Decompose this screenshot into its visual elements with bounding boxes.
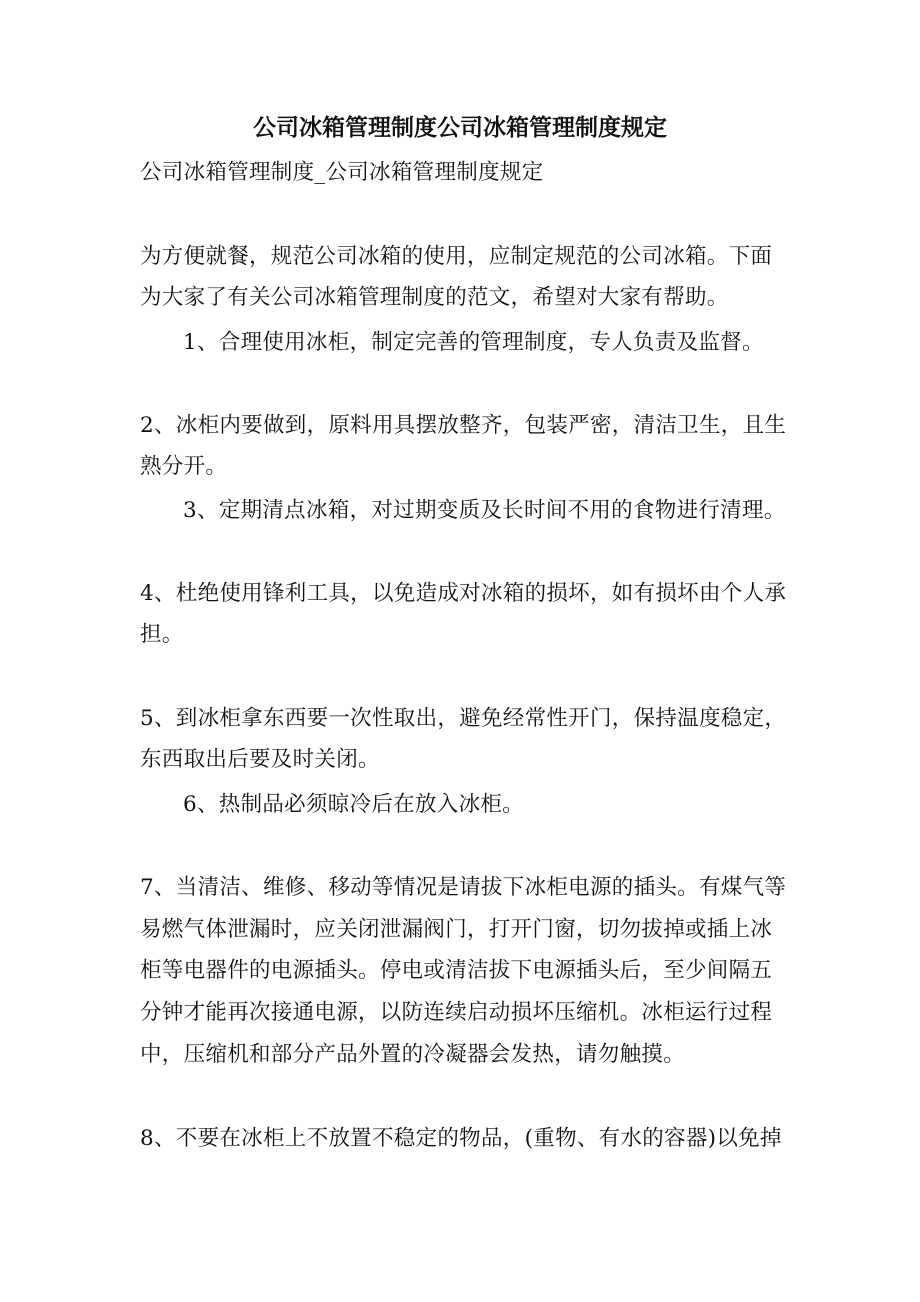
text-line: 分钟才能再次接通电源，以防连续启动损坏压缩机。冰柜运行过程 [140,1000,773,1025]
text-line: 2、冰柜内要做到，原料用具摆放整齐，包装严密，清洁卫生，且生 [140,413,787,438]
text-line: 柜等电器件的电源插头。停电或清洁拔下电源插头后，至少间隔五 [140,958,773,983]
text-line: 担。 [140,622,184,647]
text-line: 3、定期清点冰箱，对过期变质及长时间不用的食物进行清理。 [183,498,786,523]
text-line: 中，压缩机和部分产品外置的冷凝器会发热，请勿触摸。 [140,1042,686,1067]
text-line: 4、杜绝使用锋利工具，以免造成对冰箱的损坏，如有损坏由个人承 [140,581,787,606]
text-line: 易燃气体泄漏时，应关闭泄漏阀门，打开门窗，切勿拔掉或插上冰 [140,917,773,942]
text-line: 1、合理使用冰柜，制定完善的管理制度，专人负责及监督。 [183,330,764,355]
text-line: 8、不要在冰柜上不放置不稳定的物品，(重物、有水的容器)以免掉 [140,1126,782,1151]
text-line: 为方便就餐，规范公司冰箱的使用，应制定规范的公司冰箱。下面 [140,244,773,269]
document-title: 公司冰箱管理制度公司冰箱管理制度规定 [253,114,667,141]
document-subtitle: 公司冰箱管理制度_公司冰箱管理制度规定 [140,160,544,185]
text-line: 熟分开。 [140,454,228,479]
text-line: 6、热制品必须晾冷后在放入冰柜。 [183,792,524,817]
text-line: 东西取出后要及时关闭。 [140,747,380,772]
text-line: 为大家了有关公司冰箱管理制度的范文，希望对大家有帮助。 [140,285,729,310]
text-line: 5、到冰柜拿东西要一次性取出，避免经常性开门，保持温度稳定， [140,706,787,731]
text-line: 7、当清洁、维修、移动等情况是请拔下冰柜电源的插头。有煤气等 [140,875,787,900]
